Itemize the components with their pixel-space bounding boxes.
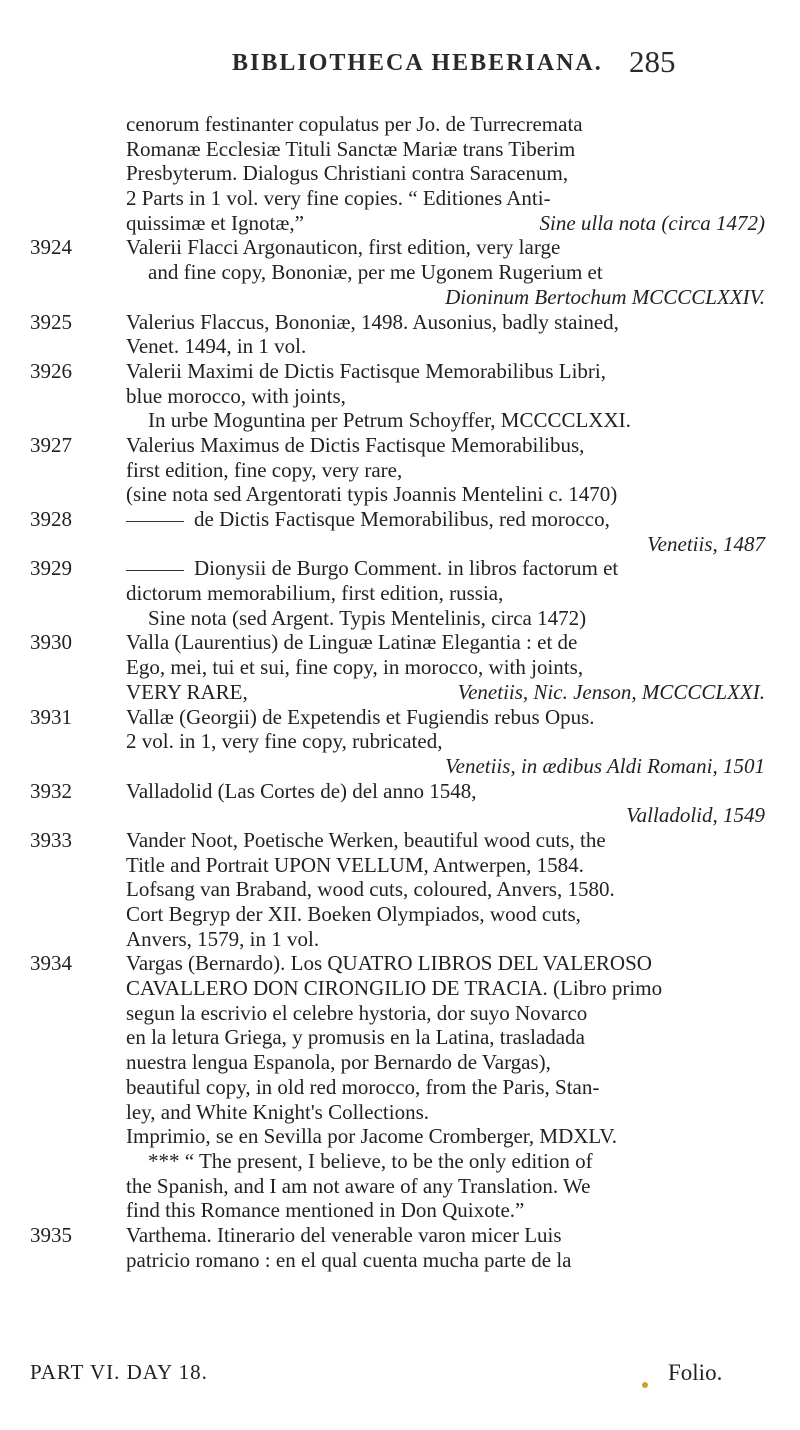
- catalog-line: [30, 235, 780, 260]
- catalog-line: [30, 161, 780, 186]
- entry-text-content: Title and Portrait UPON VELLUM, Antwerpen, 1584.: [126, 852, 584, 877]
- entry-text: [126, 877, 615, 902]
- entry-text: [126, 705, 595, 730]
- entry-text: [126, 976, 662, 1001]
- entry-text-content: Romanæ Ecclesiæ Tituli Sanctæ Mariæ trans Tiberim: [126, 136, 576, 161]
- entry-text-content: Anvers, 1579, in 1 vol.: [126, 926, 320, 951]
- entry-text-content: quissimæ et Ignotæ,”: [126, 210, 304, 235]
- entry-text: [126, 112, 583, 137]
- catalog-line: [30, 1149, 780, 1174]
- entry-text: [126, 211, 304, 236]
- entry-text-content: VERY RARE,: [126, 679, 248, 704]
- catalog-line: [30, 877, 780, 902]
- catalog-line: [30, 359, 780, 384]
- catalog-line: [30, 137, 780, 162]
- running-title: BIBLIOTHECA HEBERIANA.: [232, 50, 603, 76]
- entry-text: [126, 1025, 585, 1050]
- entry-text-content: cenorum festinanter copulatus per Jo. de Turrecremata: [126, 112, 583, 136]
- entry-text-content: Valerius Maximus de Dictis Factisque Memorabilibus,: [126, 432, 585, 457]
- entry-text: [126, 853, 584, 878]
- catalog-line: [30, 1124, 780, 1149]
- entry-text-content: 2 vol. in 1, very fine copy, rubricated,: [126, 729, 443, 754]
- catalog-line: [30, 1198, 780, 1223]
- entry-text-content: 2 Parts in 1 vol. very fine copies. “ Editiones Anti-: [126, 186, 551, 211]
- catalog-line: [30, 112, 780, 137]
- entry-text-content: find this Romance mentioned in Don Quixote.”: [126, 1198, 525, 1223]
- lot-number: 3926: [30, 358, 72, 383]
- entry-text: [126, 828, 606, 853]
- entry-text: [126, 1223, 562, 1248]
- page-footer: [0, 1360, 800, 1390]
- imprint: Venetiis, in ædibus Aldi Romani, 1501: [445, 753, 765, 778]
- entry-text-content: Vallæ (Georgii) de Expetendis et Fugiendis rebus Opus.: [126, 704, 595, 729]
- lot-number: 3928: [30, 507, 72, 531]
- lot-number: 3930: [30, 630, 72, 655]
- entry-text: [126, 137, 575, 162]
- lot-number: 3924: [30, 235, 72, 260]
- catalog-line: [30, 507, 780, 532]
- entry-text: [126, 779, 477, 804]
- entry-text: [126, 729, 442, 754]
- lot-number: 3932: [30, 778, 72, 803]
- catalog-line: [30, 729, 780, 754]
- entry-text-content: Vander Noot, Poetische Werken, beautiful wood cuts, the: [126, 827, 606, 852]
- entry-text-content: Lofsang van Braband, wood cuts, coloured, Anvers, 1580.: [126, 877, 615, 902]
- entry-text: [148, 606, 586, 631]
- entry-text: [126, 433, 584, 458]
- entry-text: [126, 186, 551, 211]
- imprint: Venetiis, 1487: [647, 531, 765, 556]
- catalog-line: [30, 458, 780, 483]
- catalog-line: [30, 310, 780, 335]
- ditto-dash: [126, 521, 184, 522]
- entry-text-content: Valerii Flacci Argonauticon, first edition, very large: [126, 235, 561, 260]
- entry-text: [126, 556, 618, 581]
- entry-text-content: *** “ The present, I believe, to be the only edition of: [148, 1148, 593, 1173]
- catalog-line: [30, 1050, 780, 1075]
- entry-text: [148, 408, 631, 433]
- entry-text: [148, 260, 603, 285]
- catalog-line: [30, 828, 780, 853]
- entry-text-content: and fine copy, Bononiæ, per me Ugonem Rugerium et: [148, 260, 603, 285]
- entry-text-content: segun la escrivio el celebre hystoria, dor suyo Novarco: [126, 1000, 588, 1025]
- entry-text-content: Valladolid (Las Cortes de) del anno 1548,: [126, 778, 477, 803]
- entry-text-content: ley, and White Knight's Collections.: [126, 1099, 429, 1124]
- entry-text: [126, 1248, 571, 1273]
- entry-text: [126, 951, 652, 976]
- entry-text-content: Imprimio, se en Sevilla por Jacome Cromberger, MDXLV.: [126, 1124, 618, 1149]
- catalog-line: [30, 705, 780, 730]
- entry-text-content: Cort Begryp der XII. Boeken Olympiados, wood cuts,: [126, 902, 581, 926]
- catalog-line: [30, 680, 780, 705]
- lot-number: 3935: [30, 1222, 72, 1247]
- entry-text: [126, 902, 581, 927]
- entry-text: [126, 927, 319, 952]
- catalog-line: [30, 482, 780, 507]
- page-number: 285: [629, 44, 676, 79]
- catalog-line: [30, 384, 780, 409]
- entry-text-content: blue morocco, with joints,: [126, 383, 346, 408]
- imprint: Venetiis, Nic. Jenson, MCCCCLXXI.: [457, 679, 765, 704]
- entry-text-content: Varthema. Itinerario del venerable varon micer Luis: [126, 1222, 562, 1247]
- entry-text-content: de Dictis Factisque Memorabilibus, red morocco,: [194, 507, 610, 531]
- catchword: Folio.: [668, 1360, 723, 1385]
- entry-text: [126, 1001, 587, 1026]
- entry-text-content: In urbe Moguntina per Petrum Schoyffer, MCCCCLXXI.: [148, 408, 631, 433]
- entry-text: [126, 1075, 599, 1100]
- entry-text: [126, 482, 617, 507]
- entry-text: [126, 458, 402, 483]
- entry-text: [126, 359, 606, 384]
- entry-text: [126, 1198, 524, 1223]
- entry-text-content: Dionysii de Burgo Comment. in libros factorum et: [194, 556, 619, 581]
- catalog-line: [30, 1025, 780, 1050]
- entry-text-content: dictorum memorabilium, first edition, russia,: [126, 581, 504, 606]
- catalog-line: [30, 1248, 780, 1273]
- entry-text-content: Presbyterum. Dialogus Christiani contra Saracenum,: [126, 161, 569, 186]
- lot-number: 3929: [30, 556, 72, 581]
- page-header: [0, 44, 800, 84]
- entry-text: [126, 334, 306, 359]
- imprint: Dioninum Bertochum MCCCCLXXIV.: [445, 284, 765, 309]
- entry-text: [126, 310, 619, 335]
- catalog-line: [30, 334, 780, 359]
- entry-text-content: Sine nota (sed Argent. Typis Mentelinis, circa 1472): [148, 605, 587, 630]
- catalog-line: [30, 976, 780, 1001]
- entry-text: [126, 581, 503, 606]
- entry-text-content: (sine nota sed Argentorati typis Joannis Mentelini c. 1470): [126, 482, 618, 507]
- catalog-line: [30, 408, 780, 433]
- entry-text-content: beautiful copy, in old red morocco, from the Paris, Stan-: [126, 1074, 600, 1099]
- catalog-entries: [30, 112, 780, 1272]
- entry-text-content: Valerii Maximi de Dictis Factisque Memorabilibus Libri,: [126, 358, 606, 383]
- entry-text: [126, 161, 568, 186]
- catalog-line: [30, 260, 780, 285]
- imprint: Sine ulla nota (circa 1472): [539, 210, 765, 235]
- lot-number: 3925: [30, 309, 72, 334]
- catalog-line: [30, 951, 780, 976]
- entry-text-content: Valerius Flaccus, Bononiæ, 1498. Ausonius, badly stained,: [126, 309, 619, 334]
- entry-text: [126, 1100, 429, 1125]
- entry-text: [126, 630, 577, 655]
- catalog-line: [30, 581, 780, 606]
- entry-text: [126, 1124, 617, 1149]
- entry-text-content: CAVALLERO DON CIRONGILIO DE TRACIA. (Libro primo: [126, 976, 663, 1001]
- catalog-line: [30, 902, 780, 927]
- lot-number: 3933: [30, 827, 72, 852]
- catalog-line: [30, 655, 780, 680]
- catalog-line: [30, 779, 780, 804]
- entry-text: [126, 680, 248, 705]
- entry-text-content: Ego, mei, tui et sui, fine copy, in morocco, with joints,: [126, 655, 584, 680]
- catalog-line: [30, 186, 780, 211]
- ditto-dash: [126, 570, 184, 571]
- entry-text: [126, 384, 346, 409]
- lot-number: 3934: [30, 951, 72, 976]
- signature-mark: PART VI. DAY 18.: [30, 1360, 208, 1384]
- entry-text: [126, 1050, 551, 1075]
- entry-text-content: Venet. 1494, in 1 vol.: [126, 334, 307, 359]
- entry-text: [126, 655, 583, 680]
- entry-text-content: patricio romano : en el qual cuenta mucha parte de la: [126, 1247, 572, 1272]
- entry-text-content: Valla (Laurentius) de Linguæ Latinæ Elegantia : et de: [126, 630, 578, 655]
- catalog-line: [30, 630, 780, 655]
- entry-text-content: en la letura Griega, y promusis en la Latina, trasladada: [126, 1025, 585, 1050]
- catalog-line: [30, 754, 780, 779]
- entry-text-content: Vargas (Bernardo). Los QUATRO LIBROS DEL VALEROSO: [126, 951, 652, 976]
- catalog-line: [30, 1174, 780, 1199]
- catalog-line: [30, 1075, 780, 1100]
- entry-text-content: nuestra lengua Espanola, por Bernardo de Vargas),: [126, 1050, 551, 1075]
- ink-smudge: [642, 1382, 648, 1388]
- catalog-line: [30, 532, 780, 557]
- imprint: Valladolid, 1549: [626, 803, 765, 828]
- catalog-line: [30, 285, 780, 310]
- catalog-line: [30, 556, 780, 581]
- entry-text: [126, 1174, 591, 1199]
- catalog-line: [30, 606, 780, 631]
- catalog-line: [30, 927, 780, 952]
- catalog-line: [30, 853, 780, 878]
- entry-text: [148, 1149, 593, 1174]
- lot-number: 3927: [30, 432, 72, 457]
- catalog-line: [30, 803, 780, 828]
- entry-text-content: first edition, fine copy, very rare,: [126, 457, 403, 482]
- entry-text: [126, 507, 610, 532]
- catalog-line: [30, 433, 780, 458]
- lot-number: 3931: [30, 704, 72, 729]
- catalog-line: [30, 1100, 780, 1125]
- entry-text-content: the Spanish, and I am not aware of any Translation. We: [126, 1173, 591, 1198]
- catalog-line: [30, 1001, 780, 1026]
- catalog-line: [30, 1223, 780, 1248]
- catalog-line: [30, 211, 780, 236]
- entry-text: [126, 235, 560, 260]
